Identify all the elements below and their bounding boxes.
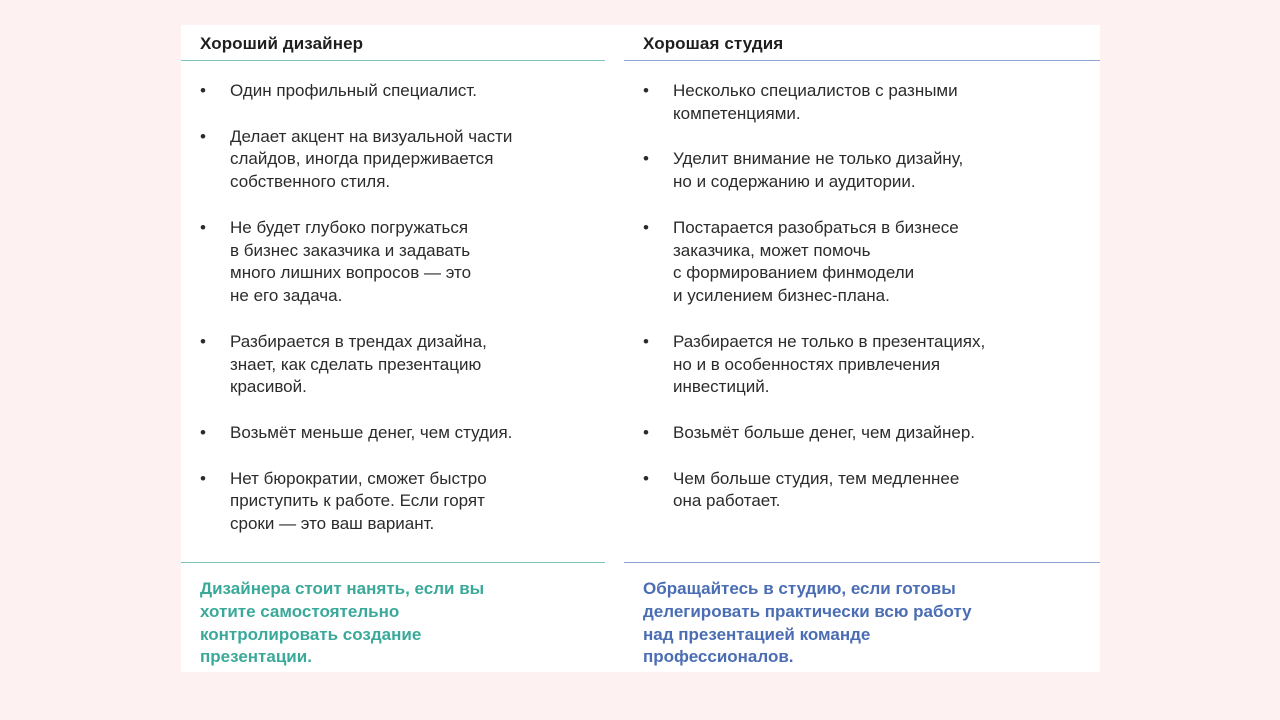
studio-column: [624, 25, 1100, 672]
bullet-icon: •: [200, 468, 206, 488]
bullet-icon: •: [643, 149, 649, 169]
list-item: [624, 148, 1073, 194]
designer-column: [181, 25, 605, 672]
studio-header-divider: [624, 60, 1100, 61]
list-item-text: Не будет глубоко погружаться в бизнес заказчика и задавать много лишних вопросов — это не его задача.: [230, 217, 472, 306]
bullet-icon: •: [643, 81, 649, 100]
list-item-text: Нет бюрократии, сможет быстро приступить к работе. Если горят сроки — это ваш вариант.: [230, 468, 487, 534]
list-item-text: Чем больше студия, тем медленнее она работает.: [673, 468, 960, 511]
list-item: [181, 126, 600, 194]
designer-conclusion: Дизайнера стоит нанять, если вы хотите самостоятельно контролировать создание презентации.: [200, 579, 485, 667]
bullet-icon: •: [200, 331, 206, 351]
bullet-icon: •: [643, 217, 649, 237]
list-item: [181, 80, 600, 103]
list-item-text: Один профильный специалист.: [230, 81, 477, 100]
bullet-icon: •: [200, 422, 206, 442]
bullet-icon: •: [643, 331, 649, 351]
list-item: [181, 422, 600, 445]
list-item-text: Возьмёт больше денег, чем дизайнер.: [673, 422, 976, 442]
list-item: [624, 468, 1073, 514]
list-item-text: Делает акцент на визуальной части слайдов, иногда придерживается собственного стиля.: [230, 126, 513, 192]
studio-footer-divider: [624, 562, 1100, 563]
list-item-text: Несколько специалистов с разными компетенциями.: [673, 81, 958, 123]
list-item: [181, 217, 600, 308]
list-item: [181, 468, 600, 536]
list-item: [181, 331, 600, 399]
studio-list: [624, 80, 1073, 536]
list-item: [624, 331, 1073, 399]
bullet-icon: •: [643, 422, 649, 442]
list-item: [624, 422, 1073, 445]
studio-column-title: Хорошая студия: [643, 34, 784, 53]
bullet-icon: •: [200, 126, 206, 146]
list-item-text: Постарается разобраться в бизнесе заказчика, может помочь с формированием финмодели и усилением бизнес-плана.: [673, 217, 959, 306]
designer-column-title: Хороший дизайнер: [200, 34, 364, 53]
list-item: [624, 217, 1073, 308]
list-item-text: Разбирается не только в презентациях, но и в особенностях привлечения инвестиций.: [673, 331, 986, 397]
list-item-text: Разбирается в трендах дизайна, знает, как сделать презентацию красивой.: [230, 331, 487, 397]
bullet-icon: •: [200, 217, 206, 237]
list-item-text: Уделит внимание не только дизайну, но и содержанию и аудитории.: [673, 149, 964, 192]
designer-header-divider: [181, 60, 605, 61]
designer-footer-divider: [181, 562, 605, 563]
designer-list: [181, 80, 600, 559]
list-item: [624, 80, 1073, 126]
bullet-icon: •: [200, 81, 206, 100]
bullet-icon: •: [643, 468, 649, 488]
list-item-text: Возьмёт меньше денег, чем студия.: [230, 422, 513, 442]
studio-conclusion: Обращайтесь в студию, если готовы делегировать практически всю работу над презентацией команде профессионалов.: [643, 579, 972, 667]
comparison-card: [181, 25, 1100, 672]
